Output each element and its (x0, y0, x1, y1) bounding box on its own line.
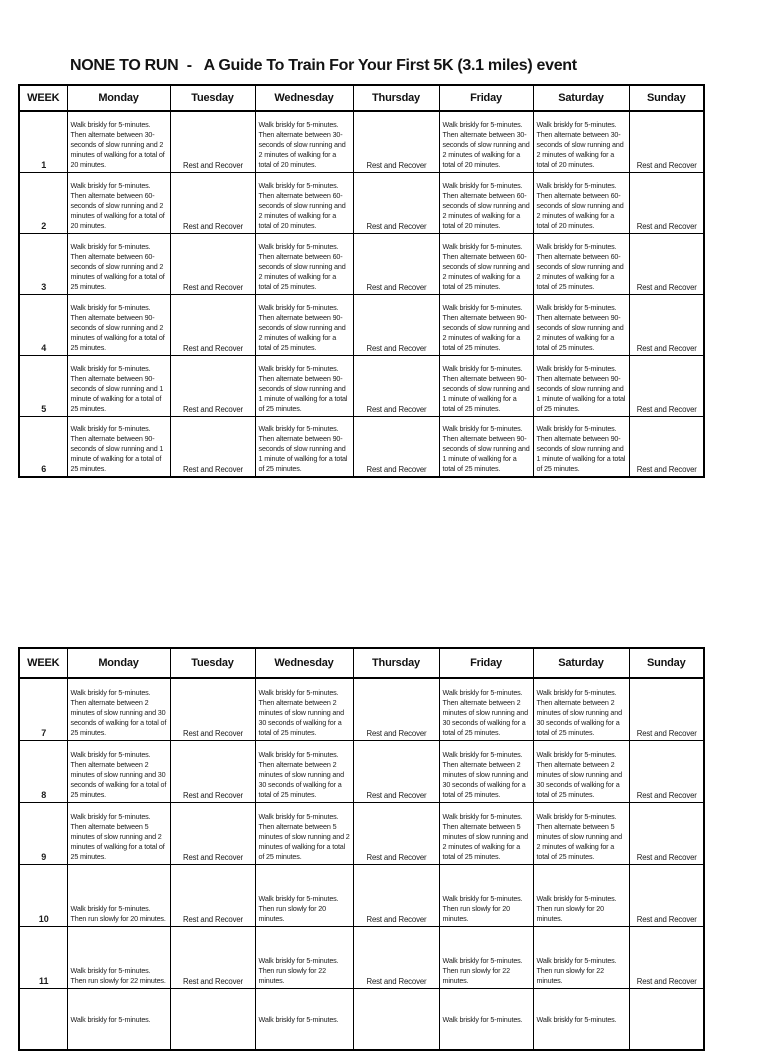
rest-day-cell (353, 988, 439, 1050)
week-row-2 (19, 172, 704, 233)
workout-day-cell: Walk briskly for 5-minutes. Then run slowly for 22 minutes. (255, 926, 353, 988)
workout-day-cell: Walk briskly for 5-minutes. Then alternate between 5 minutes of slow running and 2 minutes of walking for a total of 25 minutes. (533, 802, 629, 864)
column-header-wednesday: Wednesday (255, 85, 353, 111)
workout-day-cell: Walk briskly for 5-minutes. (439, 988, 533, 1050)
rest-day-cell: Rest and Recover (629, 416, 704, 477)
page-title: NONE TO RUN - A Guide To Train For Your First 5K (3.1 miles) event (70, 57, 577, 74)
workout-day-cell: Walk briskly for 5-minutes. Then alternate between 90-seconds of slow running and 2 minutes of walking for a total of 25 minutes. (439, 294, 533, 355)
workout-day-cell: Walk briskly for 5-minutes. Then alternate between 60-seconds of slow running and 2 minutes of walking for a total of 20 minutes. (255, 172, 353, 233)
workout-day-cell: Walk briskly for 5-minutes. Then alternate between 2 minutes of slow running and 30 seconds of walking for a total of 25 minutes. (533, 678, 629, 740)
workout-day-cell: Walk briskly for 5-minutes. Then run slowly for 22 minutes. (67, 926, 170, 988)
workout-day-cell: Walk briskly for 5-minutes. Then alternate between 90-seconds of slow running and 1 minute of walking for a total of 25 minutes. (533, 355, 629, 416)
week-number: 6 (19, 416, 67, 477)
rest-day-cell: Rest and Recover (629, 740, 704, 802)
week-row-9 (19, 802, 704, 864)
workout-day-cell: Walk briskly for 5-minutes. Then alternate between 60-seconds of slow running and 2 minutes of walking for a total of 20 minutes. (67, 172, 170, 233)
rest-day-cell: Rest and Recover (170, 416, 255, 477)
column-header-tuesday: Tuesday (170, 648, 255, 678)
week-number: 10 (19, 864, 67, 926)
workout-day-cell: Walk briskly for 5-minutes. Then alternate between 90-seconds of slow running and 1 minute of walking for a total of 25 minutes. (439, 355, 533, 416)
week-number: 8 (19, 740, 67, 802)
workout-day-cell: Walk briskly for 5-minutes. Then alternate between 2 minutes of slow running and 30 seconds of walking for a total of 25 minutes. (67, 740, 170, 802)
rest-day-cell: Rest and Recover (629, 233, 704, 294)
column-header-monday: Monday (67, 85, 170, 111)
week-number: 1 (19, 111, 67, 172)
training-table-weeks-7-12 (18, 647, 705, 1051)
table-header (19, 648, 704, 678)
rest-day-cell: Rest and Recover (353, 172, 439, 233)
rest-day-cell: Rest and Recover (353, 926, 439, 988)
workout-day-cell: Walk briskly for 5-minutes. (255, 988, 353, 1050)
week-number: 9 (19, 802, 67, 864)
column-header-thursday: Thursday (353, 648, 439, 678)
week-row-7 (19, 678, 704, 740)
column-header-week: WEEK (19, 648, 67, 678)
rest-day-cell: Rest and Recover (629, 111, 704, 172)
column-header-tuesday: Tuesday (170, 85, 255, 111)
workout-day-cell: Walk briskly for 5-minutes. Then run slowly for 20 minutes. (439, 864, 533, 926)
week-row-3 (19, 233, 704, 294)
rest-day-cell: Rest and Recover (353, 740, 439, 802)
rest-day-cell: Rest and Recover (170, 740, 255, 802)
table-header (19, 85, 704, 111)
week-number: 7 (19, 678, 67, 740)
workout-day-cell: Walk briskly for 5-minutes. Then alternate between 5 minutes of slow running and 2 minutes of walking for a total of 25 minutes. (439, 802, 533, 864)
workout-day-cell: Walk briskly for 5-minutes. Then alternate between 60-seconds of slow running and 2 minutes of walking for a total of 25 minutes. (67, 233, 170, 294)
rest-day-cell: Rest and Recover (629, 355, 704, 416)
rest-day-cell: Rest and Recover (353, 355, 439, 416)
rest-day-cell: Rest and Recover (629, 802, 704, 864)
column-header-sunday: Sunday (629, 85, 704, 111)
rest-day-cell: Rest and Recover (353, 416, 439, 477)
week-number: 2 (19, 172, 67, 233)
rest-day-cell: Rest and Recover (353, 678, 439, 740)
workout-day-cell: Walk briskly for 5-minutes. Then alternate between 30-seconds of slow running and 2 minutes of walking for a total of 20 minutes. (67, 111, 170, 172)
rest-day-cell: Rest and Recover (170, 233, 255, 294)
week-row-5 (19, 355, 704, 416)
column-header-wednesday: Wednesday (255, 648, 353, 678)
column-header-thursday: Thursday (353, 85, 439, 111)
workout-day-cell: Walk briskly for 5-minutes. Then alternate between 90-seconds of slow running and 1 minute of walking for a total of 25 minutes. (255, 355, 353, 416)
workout-day-cell: Walk briskly for 5-minutes. Then alternate between 30-seconds of slow running and 2 minutes of walking for a total of 20 minutes. (439, 111, 533, 172)
week-row-6 (19, 416, 704, 477)
week-row-idx5 (19, 988, 704, 1050)
workout-day-cell: Walk briskly for 5-minutes. Then alternate between 2 minutes of slow running and 30 seconds of walking for a total of 25 minutes. (533, 740, 629, 802)
rest-day-cell: Rest and Recover (170, 355, 255, 416)
rest-day-cell: Rest and Recover (629, 172, 704, 233)
rest-day-cell: Rest and Recover (629, 678, 704, 740)
training-table-weeks-1-6 (18, 84, 705, 478)
rest-day-cell: Rest and Recover (353, 233, 439, 294)
rest-day-cell: Rest and Recover (353, 864, 439, 926)
workout-day-cell: Walk briskly for 5-minutes. Then alternate between 5 minutes of slow running and 2 minutes of walking for a total of 25 minutes. (255, 802, 353, 864)
rest-day-cell: Rest and Recover (353, 111, 439, 172)
workout-day-cell: Walk briskly for 5-minutes. Then alternate between 60-seconds of slow running and 2 minutes of walking for a total of 25 minutes. (255, 233, 353, 294)
workout-day-cell: Walk briskly for 5-minutes. Then run slowly for 22 minutes. (439, 926, 533, 988)
workout-day-cell: Walk briskly for 5-minutes. Then alternate between 2 minutes of slow running and 30 seconds of walking for a total of 25 minutes. (67, 678, 170, 740)
rest-day-cell: Rest and Recover (170, 926, 255, 988)
workout-day-cell: Walk briskly for 5-minutes. Then alternate between 2 minutes of slow running and 30 seconds of walking for a total of 25 minutes. (255, 678, 353, 740)
rest-day-cell: Rest and Recover (353, 802, 439, 864)
workout-day-cell: Walk briskly for 5-minutes. Then alternate between 90-seconds of slow running and 2 minutes of walking for a total of 25 minutes. (67, 294, 170, 355)
week-row-11 (19, 926, 704, 988)
workout-day-cell: Walk briskly for 5-minutes. (533, 988, 629, 1050)
week-number: 4 (19, 294, 67, 355)
workout-day-cell: Walk briskly for 5-minutes. Then alternate between 60-seconds of slow running and 2 minutes of walking for a total of 25 minutes. (439, 233, 533, 294)
column-header-saturday: Saturday (533, 85, 629, 111)
column-header-friday: Friday (439, 648, 533, 678)
week-number (19, 988, 67, 1050)
workout-day-cell: Walk briskly for 5-minutes. Then alternate between 90-seconds of slow running and 1 minute of walking for a total of 25 minutes. (533, 416, 629, 477)
rest-day-cell: Rest and Recover (353, 294, 439, 355)
workout-day-cell: Walk briskly for 5-minutes. Then alternate between 60-seconds of slow running and 2 minutes of walking for a total of 20 minutes. (439, 172, 533, 233)
rest-day-cell: Rest and Recover (170, 172, 255, 233)
week-row-1 (19, 111, 704, 172)
workout-day-cell: Walk briskly for 5-minutes. Then alternate between 90-seconds of slow running and 2 minutes of walking for a total of 25 minutes. (255, 294, 353, 355)
column-header-saturday: Saturday (533, 648, 629, 678)
column-header-monday: Monday (67, 648, 170, 678)
week-number: 11 (19, 926, 67, 988)
workout-day-cell: Walk briskly for 5-minutes. Then run slowly for 20 minutes. (67, 864, 170, 926)
column-header-week: WEEK (19, 85, 67, 111)
workout-day-cell: Walk briskly for 5-minutes. Then alternate between 2 minutes of slow running and 30 seconds of walking for a total of 25 minutes. (255, 740, 353, 802)
rest-day-cell (170, 988, 255, 1050)
rest-day-cell (629, 988, 704, 1050)
workout-day-cell: Walk briskly for 5-minutes. Then alternate between 2 minutes of slow running and 30 seconds of walking for a total of 25 minutes. (439, 740, 533, 802)
workout-day-cell: Walk briskly for 5-minutes. Then alternate between 60-seconds of slow running and 2 minutes of walking for a total of 20 minutes. (533, 172, 629, 233)
column-header-sunday: Sunday (629, 648, 704, 678)
rest-day-cell: Rest and Recover (170, 802, 255, 864)
rest-day-cell: Rest and Recover (170, 864, 255, 926)
workout-day-cell: Walk briskly for 5-minutes. Then alternate between 2 minutes of slow running and 30 seconds of walking for a total of 25 minutes. (439, 678, 533, 740)
rest-day-cell: Rest and Recover (170, 111, 255, 172)
week-row-10 (19, 864, 704, 926)
rest-day-cell: Rest and Recover (170, 678, 255, 740)
rest-day-cell: Rest and Recover (170, 294, 255, 355)
workout-day-cell: Walk briskly for 5-minutes. Then alternate between 30-seconds of slow running and 2 minutes of walking for a total of 20 minutes. (255, 111, 353, 172)
workout-day-cell: Walk briskly for 5-minutes. (67, 988, 170, 1050)
column-header-friday: Friday (439, 85, 533, 111)
workout-day-cell: Walk briskly for 5-minutes. Then alternate between 90-seconds of slow running and 2 minutes of walking for a total of 25 minutes. (533, 294, 629, 355)
rest-day-cell: Rest and Recover (629, 864, 704, 926)
workout-day-cell: Walk briskly for 5-minutes. Then run slowly for 22 minutes. (533, 926, 629, 988)
week-row-4 (19, 294, 704, 355)
workout-day-cell: Walk briskly for 5-minutes. Then alternate between 5 minutes of slow running and 2 minutes of walking for a total of 25 minutes. (67, 802, 170, 864)
workout-day-cell: Walk briskly for 5-minutes. Then alternate between 90-seconds of slow running and 1 minute of walking for a total of 25 minutes. (439, 416, 533, 477)
workout-day-cell: Walk briskly for 5-minutes. Then alternate between 90-seconds of slow running and 1 minute of walking for a total of 25 minutes. (67, 416, 170, 477)
workout-day-cell: Walk briskly for 5-minutes. Then alternate between 60-seconds of slow running and 2 minutes of walking for a total of 25 minutes. (533, 233, 629, 294)
week-row-8 (19, 740, 704, 802)
workout-day-cell: Walk briskly for 5-minutes. Then run slowly for 20 minutes. (255, 864, 353, 926)
rest-day-cell: Rest and Recover (629, 926, 704, 988)
workout-day-cell: Walk briskly for 5-minutes. Then alternate between 30-seconds of slow running and 2 minutes of walking for a total of 20 minutes. (533, 111, 629, 172)
workout-day-cell: Walk briskly for 5-minutes. Then alternate between 90-seconds of slow running and 1 minute of walking for a total of 25 minutes. (255, 416, 353, 477)
week-number: 5 (19, 355, 67, 416)
workout-day-cell: Walk briskly for 5-minutes. Then run slowly for 20 minutes. (533, 864, 629, 926)
week-number: 3 (19, 233, 67, 294)
rest-day-cell: Rest and Recover (629, 294, 704, 355)
workout-day-cell: Walk briskly for 5-minutes. Then alternate between 90-seconds of slow running and 1 minute of walking for a total of 25 minutes. (67, 355, 170, 416)
